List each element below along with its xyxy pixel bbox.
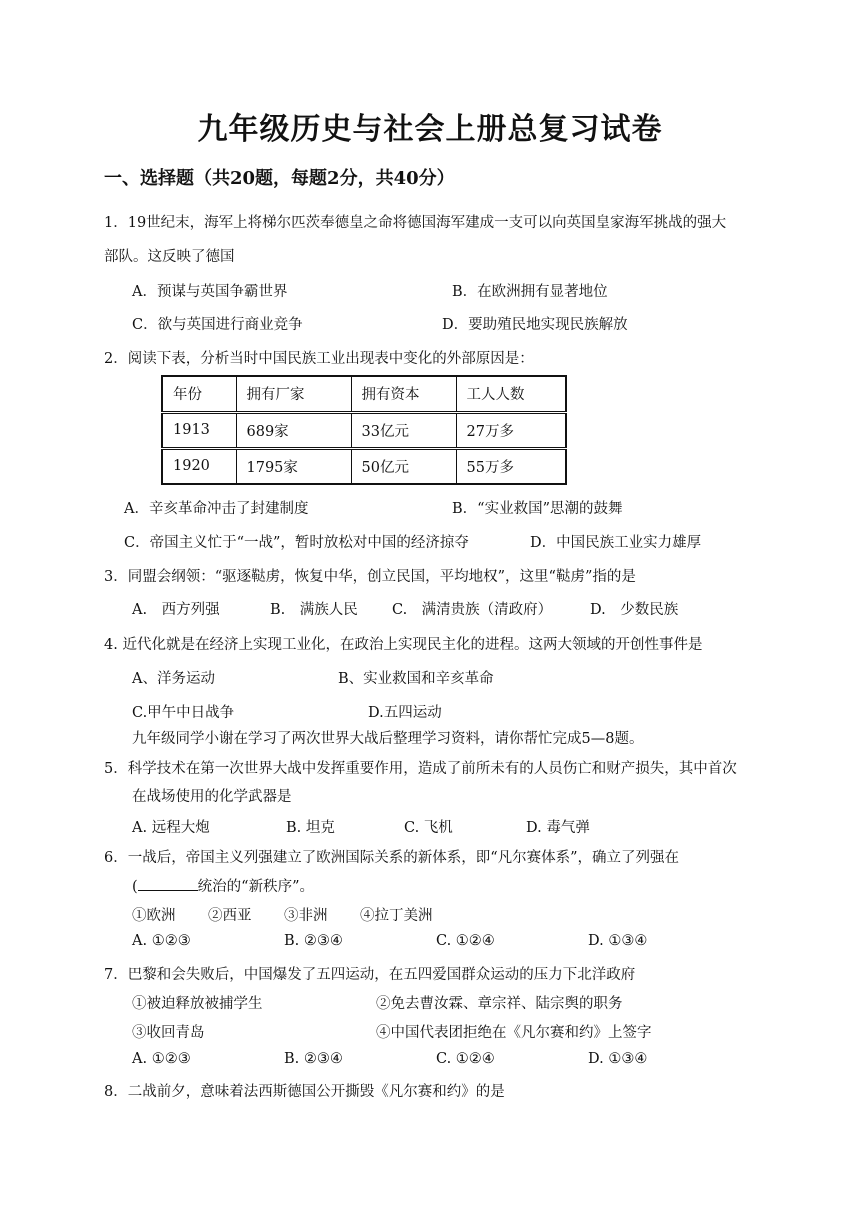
q5-stem-line2: 在战场使用的化学武器是 <box>132 789 292 805</box>
q7-option-b: B. ②③④ <box>284 1051 343 1067</box>
q6-paren: ( <box>132 879 138 895</box>
q2-option-c: C．帝国主义忙于“一战”，暂时放松对中国的经济掠夺 <box>124 535 469 551</box>
answer-blank[interactable] <box>138 876 198 891</box>
q1-option-b: B．在欧洲拥有显著地位 <box>452 284 608 300</box>
page-title: 九年级历史与社会上册总复习试卷 <box>197 112 663 147</box>
q8-stem: 8．二战前夕，意味着法西斯德国公开撕毁《凡尔赛和约》的是 <box>104 1084 505 1100</box>
industry-table <box>161 375 567 485</box>
q7-item-3: ③收回青岛 <box>132 1025 205 1041</box>
q5-option-b: B. 坦克 <box>286 820 335 836</box>
q4-option-b: B、实业救国和辛亥革命 <box>338 671 494 687</box>
q3-option-d: D. 少数民族 <box>590 602 679 618</box>
q2-stem: 2．阅读下表，分析当时中国民族工业出现表中变化的外部原因是： <box>104 351 534 367</box>
q6-stem-line1: 6．一战后，帝国主义列强建立了欧洲国际关系的新体系，即“凡尔赛体系”，确立了列强在 <box>104 850 680 866</box>
q6-item-2: ②西亚 <box>208 908 252 924</box>
q7-option-c: C. ①②④ <box>436 1051 495 1067</box>
q7-option-a: A. ①②③ <box>132 1051 191 1067</box>
q6-item-1: ①欧洲 <box>132 908 176 924</box>
table-cell: 1920 <box>162 448 236 484</box>
q3-option-c: C. 满清贵族（清政府） <box>392 602 553 618</box>
q2-option-b: B．“实业救国”思潮的鼓舞 <box>452 501 623 517</box>
q1-stem-line2: 部队。这反映了德国 <box>104 249 235 265</box>
q5-option-a: A. 远程大炮 <box>132 820 210 836</box>
q7-item-1: ①被迫释放被捕学生 <box>132 996 263 1012</box>
table-cell: 1913 <box>162 412 236 448</box>
q5-stem-line1: 5．科学技术在第一次世界大战中发挥重要作用，造成了前所未有的人员伤亡和财产损失，其中首次 <box>104 761 737 777</box>
q5-option-c: C. 飞机 <box>404 820 453 836</box>
q3-option-a: A. 西方列强 <box>132 602 220 618</box>
q2-option-a: A．辛亥革命冲击了封建制度 <box>124 501 309 517</box>
section-heading: 一、选择题（共20题，每题2分，共40分） <box>104 168 455 189</box>
table-header-cell: 年份 <box>162 376 236 412</box>
q1-stem-line1: 1．19世纪末，海军上将梯尔匹茨奉德皇之命将德国海军建成一支可以向英国皇家海军挑战的强大 <box>104 215 727 231</box>
q4-option-a: A、洋务运动 <box>132 671 215 687</box>
q7-item-2: ②免去曹汝霖、章宗祥、陆宗舆的职务 <box>376 996 623 1012</box>
q1-option-d: D．要助殖民地实现民族解放 <box>442 317 628 333</box>
table-header-cell: 拥有厂家 <box>236 376 351 412</box>
table-cell: 33亿元 <box>351 412 456 448</box>
table-cell: 50亿元 <box>351 448 456 484</box>
q3-option-b: B. 满族人民 <box>270 602 358 618</box>
table-row <box>162 448 566 484</box>
q5-option-d: D. 毒气弹 <box>526 820 590 836</box>
q4-stem: 4. 近代化就是在经济上实现工业化，在政治上实现民主化的进程。这两大领域的开创性事件是 <box>104 637 703 653</box>
q6-option-a: A. ①②③ <box>132 933 191 949</box>
q6-option-c: C. ①②④ <box>436 933 495 949</box>
q6-stem-line2 <box>132 875 314 896</box>
table-row <box>162 412 566 448</box>
table-cell: 27万多 <box>456 412 566 448</box>
q2-option-d: D．中国民族工业实力雄厚 <box>530 535 702 551</box>
q6-stem-suffix: 统治的“新秩序”。 <box>197 879 314 895</box>
section-intro: 九年级同学小谢在学习了两次世界大战后整理学习资料，请你帮忙完成5—8题。 <box>132 731 644 747</box>
q1-option-a: A．预谋与英国争霸世界 <box>132 284 288 300</box>
q3-stem: 3．同盟会纲领：“驱逐鞑虏，恢复中华，创立民国，平均地权”，这里“鞑虏”指的是 <box>104 569 636 585</box>
q1-option-c: C．欲与英国进行商业竞争 <box>132 317 303 333</box>
q6-item-4: ④拉丁美洲 <box>360 908 433 924</box>
q7-stem: 7．巴黎和会失败后，中国爆发了五四运动，在五四爱国群众运动的压力下北洋政府 <box>104 967 636 983</box>
table-header-cell: 工人人数 <box>456 376 566 412</box>
q6-option-b: B. ②③④ <box>284 933 343 949</box>
q7-item-4: ④中国代表团拒绝在《凡尔赛和约》上签字 <box>376 1025 652 1041</box>
table-cell: 1795家 <box>236 448 351 484</box>
q6-option-d: D. ①③④ <box>588 933 648 949</box>
q7-option-d: D. ①③④ <box>588 1051 648 1067</box>
table-cell: 55万多 <box>456 448 566 484</box>
table-header-row <box>162 376 566 412</box>
q6-item-3: ③非洲 <box>284 908 328 924</box>
table-header-cell: 拥有资本 <box>351 376 456 412</box>
q4-option-d: D.五四运动 <box>368 705 442 721</box>
q4-option-c: C.甲午中日战争 <box>132 705 235 721</box>
table-cell: 689家 <box>236 412 351 448</box>
